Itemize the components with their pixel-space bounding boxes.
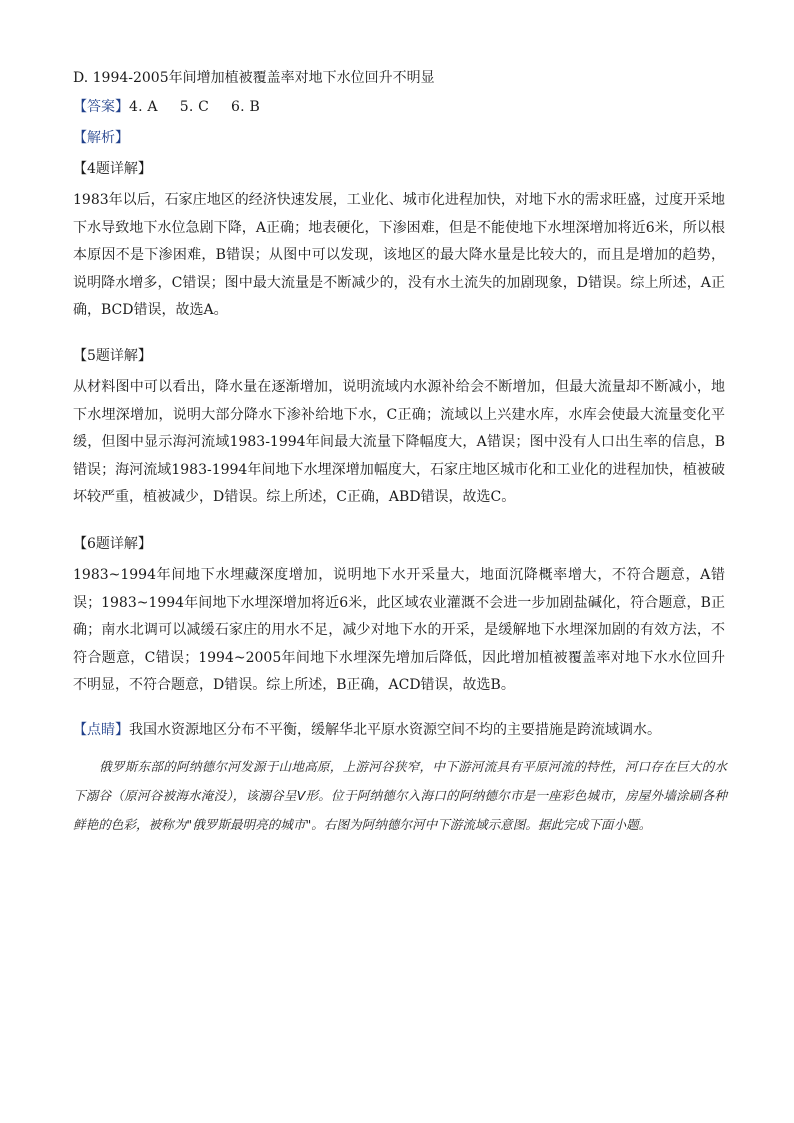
answer-values bbox=[129, 99, 282, 115]
q5-heading: 【5题详解】 bbox=[73, 348, 152, 364]
material-passage: 俄罗斯东部的阿纳德尔河发源于山地高原，上游河谷狭窄，中下游河流具有平原河流的特性，河口存在巨大的水下溺谷（原河谷被海水淹没），该溺谷呈V形。位于阿纳德尔入海口的阿纳德尔市是一座彩色城市，房屋外墙涂刷各种鲜艳的色彩，被称为"俄罗斯最明亮的城市"。右图为阿纳德尔河中下游流域示意图。据此完成下面小题。 bbox=[73, 759, 727, 832]
answer-q6: 6. B bbox=[231, 99, 260, 115]
tip-line bbox=[73, 720, 723, 740]
q5-explanation: 从材料图中可以看出，降水量在逐渐增加，说明流域内水源补给会不断增加，但最大流量却不断减小，地下水埋深增加，说明大部分降水下渗补给地下水，C正确；流域以上兴建水库，水库会使最大流量变化平缓，但图中显示海河流域1983-1994年间最大流量下降幅度大，A错误；图中没有人口出生率的信息，B错误；海河流域1983-1994年间地下水埋深增加幅度大，石家庄地区城市化和工业化的进程加快，植被破坏较严重，植被减少，D错误。综上所述，C正确，ABD错误，故选C。 bbox=[73, 379, 725, 506]
answer-label: 【答案】 bbox=[73, 99, 129, 115]
answer-q5: 5. C bbox=[179, 99, 210, 115]
analysis-label: 【解析】 bbox=[73, 130, 129, 146]
q6-heading: 【6题详解】 bbox=[73, 536, 152, 552]
q4-explanation: 1983年以后，石家庄地区的经济快速发展，工业化、城市化进程加快，对地下水的需求旺盛，过度开采地下水导致地下水位急剧下降，A正确；地表硬化，下渗困难，但是不能使地下水埋深增加将近6米，所以根本原因不是下渗困难，B错误；从图中可以发现，该地区的最大降水量是比较大的，而且是增加的趋势，说明降水增多，C错误；图中最大流量是不断减少的，没有水土流失的加剧现象，D错误。综上所述，A正确，BCD错误，故选A。 bbox=[73, 192, 725, 319]
answer-line bbox=[73, 97, 723, 117]
tip-text: 我国水资源地区分布不平衡，缓解华北平原水资源空间不均的主要措施是跨流域调水。 bbox=[129, 722, 661, 738]
answer-q4: 4. A bbox=[129, 99, 158, 115]
option-d: D. 1994-2005年间增加植被覆盖率对地下水位回升不明显 bbox=[73, 70, 435, 86]
q4-heading: 【4题详解】 bbox=[73, 161, 152, 177]
q6-explanation: 1983~1994年间地下水埋藏深度增加，说明地下水开采量大，地面沉降概率增大，不符合题意，A错误；1983~1994年间地下水埋深增加将近6米，此区域农业灌溉不会进一步加剧盐碱化，符合题意，B正确；南水北调可以减缓石家庄的用水不足，减少对地下水的开采，是缓解地下水埋深加剧的有效方法，不符合题意，C错误；1994~2005年间地下水埋深先增加后降低，因此增加植被覆盖率对地下水水位回升不明显，不符合题意，D错误。综上所述，B正确，ACD错误，故选B。 bbox=[73, 567, 725, 694]
tip-label: 【点睛】 bbox=[73, 722, 129, 738]
